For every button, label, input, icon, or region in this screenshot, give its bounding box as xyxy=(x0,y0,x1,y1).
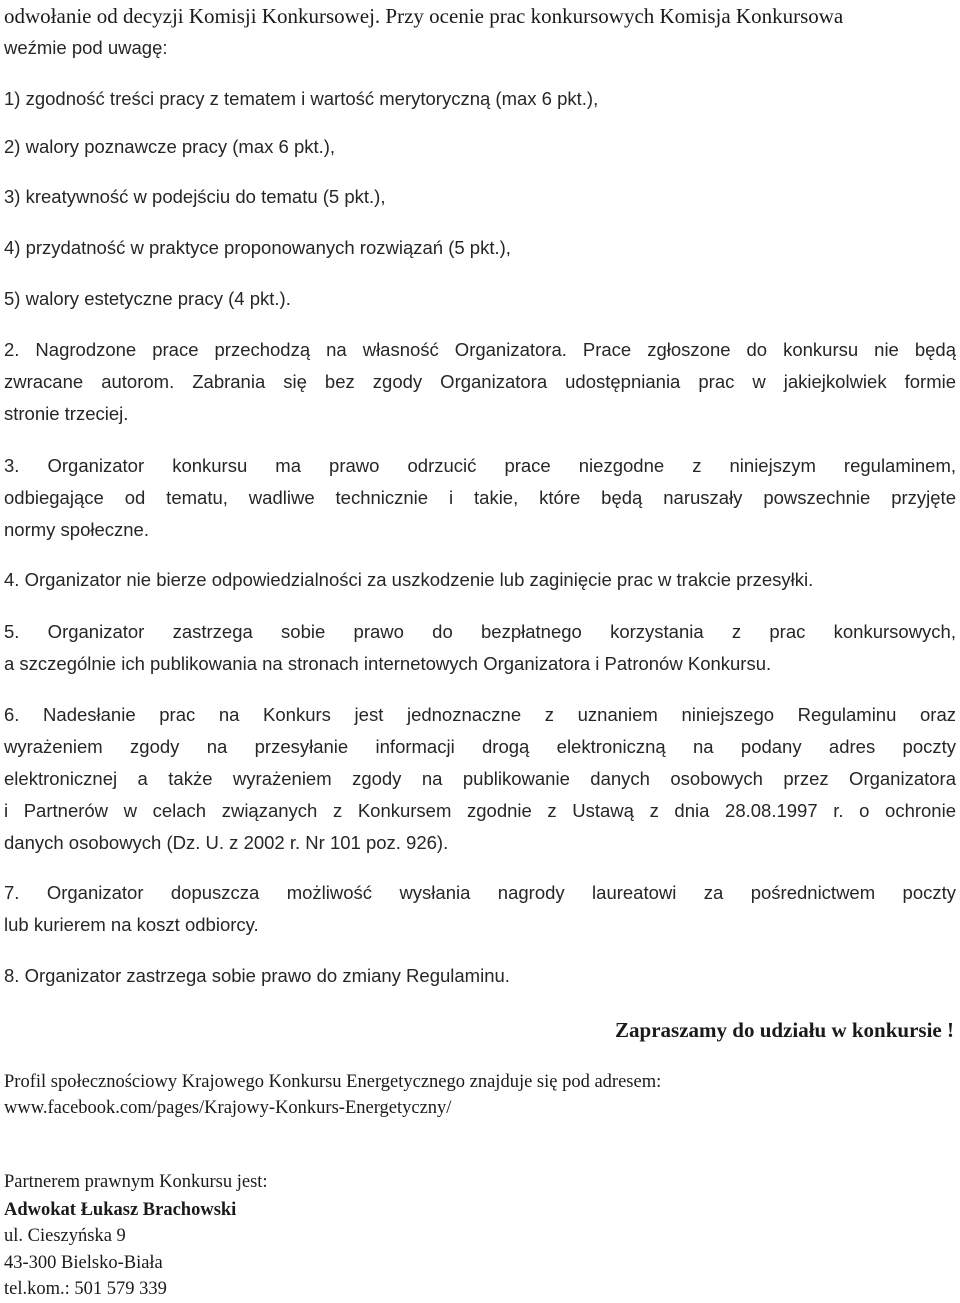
social-profile-label: Profil społecznościowy Krajowego Konkursu Energetycznego znajduje się pod adresem: xyxy=(4,1072,662,1092)
paragraph-5-line-1: 5. Organizator zastrzega sobie prawo do bezpłatnego korzystania z prac konkursowych, xyxy=(4,621,956,642)
paragraph-3-line-2: odbiegające od tematu, wadliwe technicznie i takie, które będą naruszały powszechnie przyjęte xyxy=(4,487,956,508)
paragraph-4: 4. Organizator nie bierze odpowiedzialności za uszkodzenie lub zaginięcie prac w trakcie przesyłki. xyxy=(4,569,814,590)
paragraph-2-line-1: 2. Nagrodzone prace przechodzą na własność Organizatora. Prace zgłoszone do konkursu nie będą xyxy=(4,339,956,360)
partner-name: Adwokat Łukasz Brachowski xyxy=(4,1200,237,1220)
partner-heading: Partnerem prawnym Konkursu jest: xyxy=(4,1172,268,1192)
partner-street: ul. Cieszyńska 9 xyxy=(4,1226,126,1246)
intro-line-1: odwołanie od decyzji Komisji Konkursowej. Przy ocenie prac konkursowych Komisja Konkursowa xyxy=(4,4,844,28)
paragraph-6-line-5: danych osobowych (Dz. U. z 2002 r. Nr 101 poz. 926). xyxy=(4,832,449,853)
partner-city: 43-300 Bielsko-Biała xyxy=(4,1253,163,1273)
paragraph-6-line-2: wyrażeniem zgody na przesyłanie informacji drogą elektroniczną na podany adres poczty xyxy=(4,736,956,757)
criteria-item-3: 3) kreatywność w podejściu do tematu (5 pkt.), xyxy=(4,186,386,207)
paragraph-3-line-1: 3. Organizator konkursu ma prawo odrzucić prace niezgodne z niniejszym regulaminem, xyxy=(4,455,956,476)
criteria-item-1: 1) zgodność treści pracy z tematem i wartość merytoryczną (max 6 pkt.), xyxy=(4,88,599,109)
paragraph-6-line-3: elektronicznej a także wyrażeniem zgody na publikowanie danych osobowych przez Organizatora xyxy=(4,768,956,789)
partner-phone: tel.kom.: 501 579 339 xyxy=(4,1279,167,1299)
criteria-item-5: 5) walory estetyczne pracy (4 pkt.). xyxy=(4,288,291,309)
criteria-item-2: 2) walory poznawcze pracy (max 6 pkt.), xyxy=(4,136,336,157)
paragraph-6-line-4: i Partnerów w celach związanych z Konkursem zgodnie z Ustawą z dnia 28.08.1997 r. o ochronie xyxy=(4,800,956,821)
paragraph-2-line-2: zwracane autorom. Zabrania się bez zgody Organizatora udostępniania prac w jakiejkolwiek formie xyxy=(4,371,956,392)
invitation-heading: Zapraszamy do udziału w konkursie ! xyxy=(615,1018,954,1042)
paragraph-8: 8. Organizator zastrzega sobie prawo do zmiany Regulaminu. xyxy=(4,965,510,986)
intro-line-2: weźmie pod uwagę: xyxy=(4,37,168,58)
criteria-item-4: 4) przydatność w praktyce proponowanych rozwiązań (5 pkt.), xyxy=(4,237,511,258)
paragraph-2-line-3: stronie trzeciej. xyxy=(4,403,129,424)
paragraph-7-line-1: 7. Organizator dopuszcza możliwość wysłania nagrody laureatowi za pośrednictwem poczty xyxy=(4,882,956,903)
paragraph-5-line-2: a szczególnie ich publikowania na stronach internetowych Organizatora i Patronów Konkursu. xyxy=(4,653,772,674)
paragraph-3-line-3: normy społeczne. xyxy=(4,519,149,540)
social-profile-url[interactable]: www.facebook.com/pages/Krajowy-Konkurs-Energetyczny/ xyxy=(4,1098,452,1118)
paragraph-6-line-1: 6. Nadesłanie prac na Konkurs jest jednoznaczne z uznaniem niniejszego Regulaminu oraz xyxy=(4,704,956,725)
paragraph-7-line-2: lub kurierem na koszt odbiorcy. xyxy=(4,914,259,935)
